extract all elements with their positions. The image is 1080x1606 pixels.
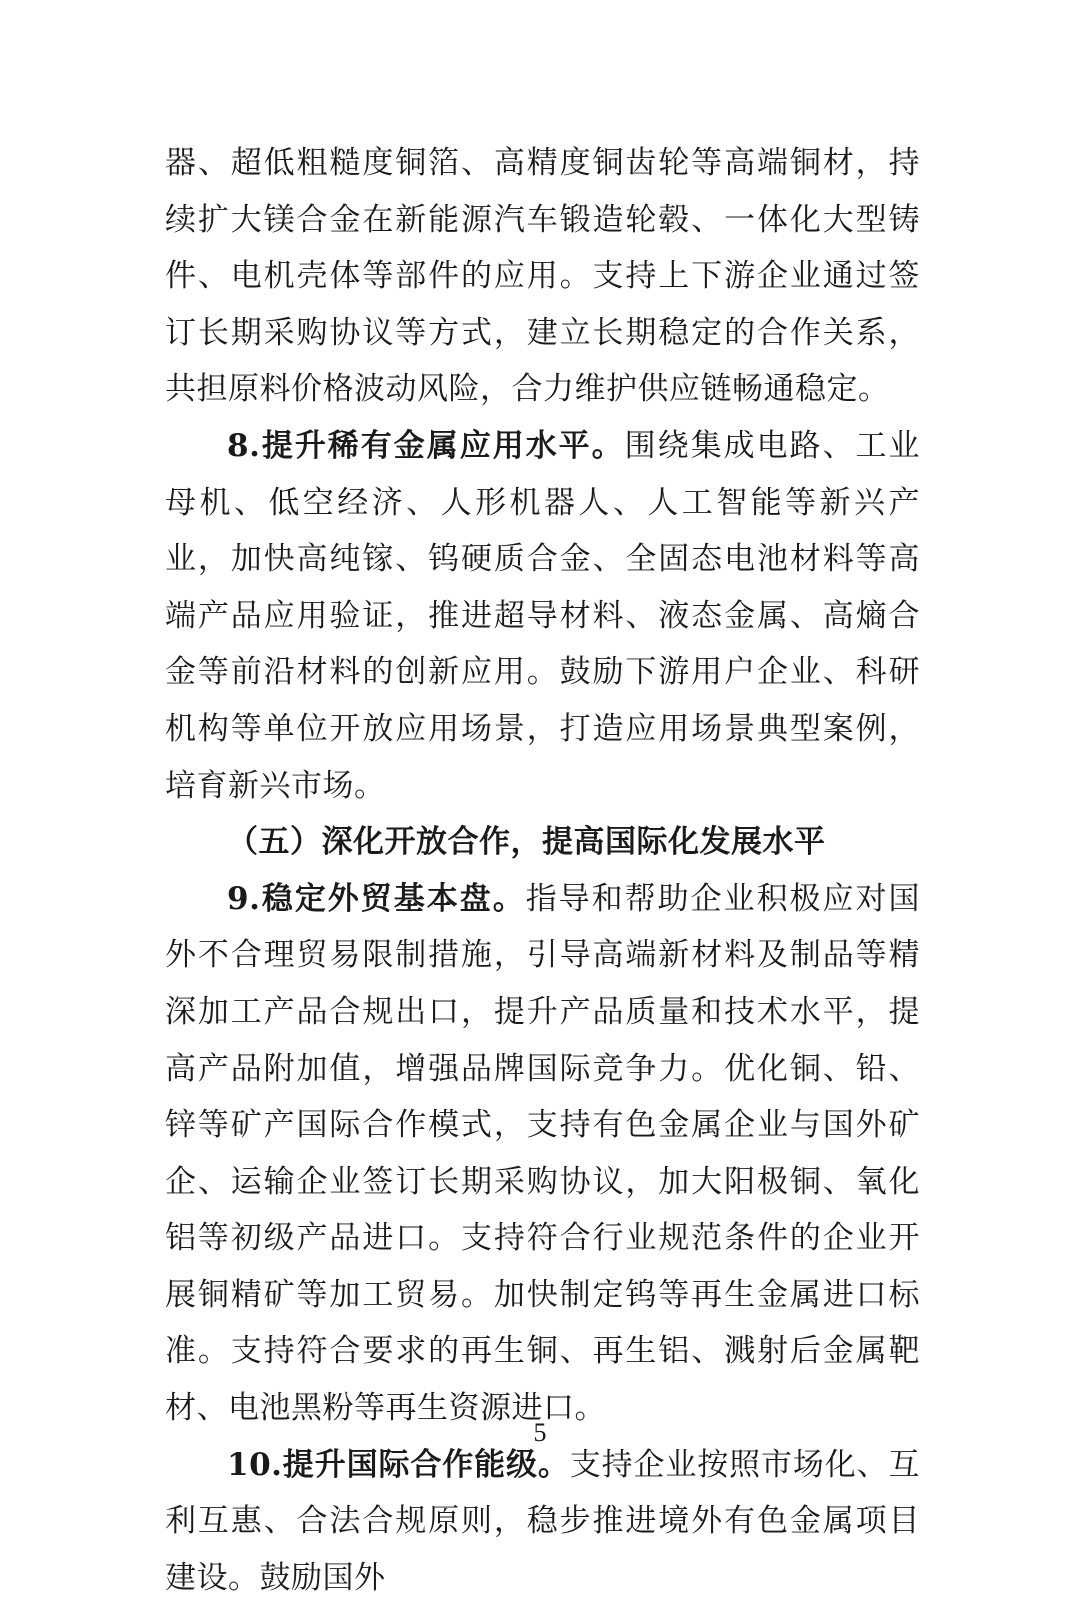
item-9-text: 指导和帮助企业积极应对国外不合理贸易限制措施，引导高端新材料及制品等精深加工产品合规出口，提升产品质量和技术水平，提高产品附加值，增强品牌国际竞争力。优化铜、铅、锌等矿产国际合作模式，支持有色金属企业与国外矿企、运输企业签订长期采购协议，加大阳极铜、氧化铝等初级产品进口。支持符合行业规范条件的企业开展铜精矿等加工贸易。加快制定钨等再生金属进口标准。支持符合要求的再生铜、再生铝、溅射后金属靶材、电池黑粉等再生资源进口。 [165,880,920,1427]
section-heading-5: （五）深化开放合作，提高国际化发展水平 [227,824,826,861]
paragraph-text: 器、超低粗糙度铜箔、高精度铜齿轮等高端铜材，持续扩大镁合金在新能源汽车锻造轮毂、一体化大型铸件、电机壳体等部件的应用。支持上下游企业通过签订长期采购协议等方式，建立长期稳定的合作关系，共担原料价格波动风险，合力维护供应链畅通稳定。 [165,145,920,408]
paragraph-continuation [165,135,920,418]
page-number: 5 [533,1418,547,1447]
paragraph-item-10 [165,1437,920,1606]
item-10-text: 支持企业按照市场化、互利互惠、合法合规原则，稳步推进境外有色金属项目建设。鼓励国外 [165,1446,920,1596]
item-10-heading: 10.提升国际合作能级。 [227,1446,570,1483]
item-8-text: 围绕集成电路、工业母机、低空经济、人形机器人、人工智能等新兴产业，加快高纯镓、钨硬质合金、全固态电池材料等高端产品应用验证，推进超导材料、液态金属、高熵合金等前沿材料的创新应用。鼓励下游用户企业、科研机构等单位开放应用场景，打造应用场景典型案例，培育新兴市场。 [165,427,920,804]
paragraph-item-9 [165,871,920,1437]
item-9-heading: 9.稳定外贸基本盘。 [227,880,526,917]
body-text [165,135,920,1606]
item-8-heading: 8.提升稀有金属应用水平。 [227,427,625,464]
paragraph-item-8 [165,418,920,814]
